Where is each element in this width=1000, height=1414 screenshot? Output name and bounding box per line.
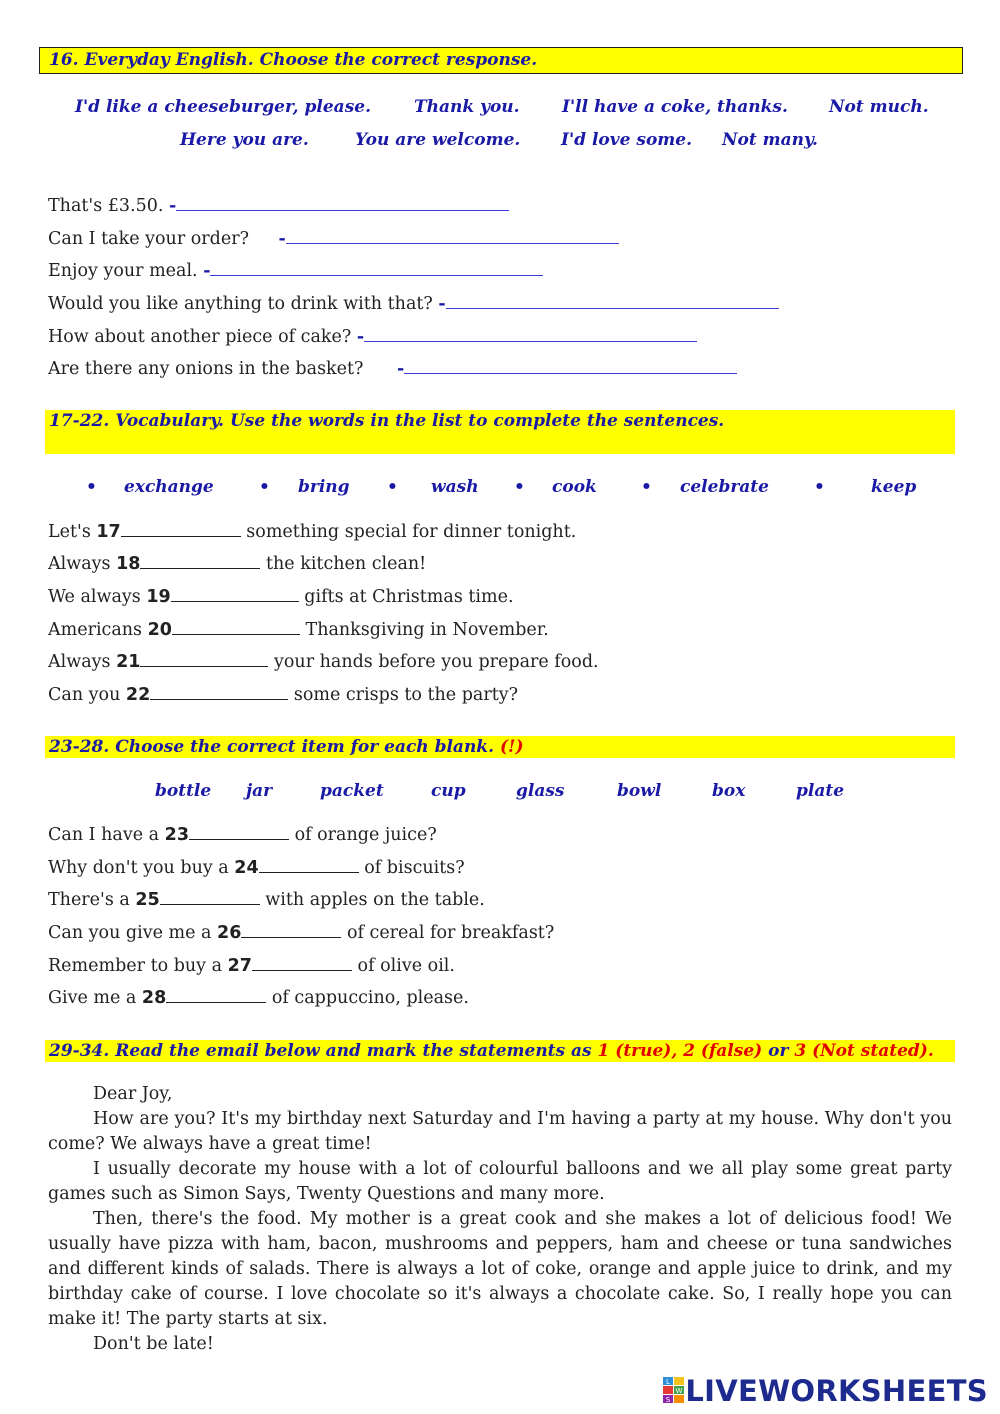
answer-blank[interactable] (241, 921, 341, 938)
sentence-text: Why don't you buy a (48, 858, 235, 878)
question-16-4 (48, 292, 779, 315)
sentence-28 (48, 986, 469, 1009)
sentence-text: gifts at Christmas time. (298, 587, 514, 607)
response-option: I'd like a cheeseburger, please. (75, 97, 371, 117)
bullet: • (86, 477, 97, 497)
sentence-26 (48, 921, 554, 944)
answer-dash: - (203, 261, 211, 281)
sentence-text: Let's (48, 522, 97, 542)
sentence-text: of cereal for breakfast? (341, 923, 555, 943)
logo-letter: S (666, 1396, 671, 1404)
section-23-28-heading (45, 736, 955, 758)
bullet: • (514, 477, 525, 497)
container-word: bottle (155, 781, 212, 801)
item-number: 26 (217, 923, 242, 943)
email-body (48, 1082, 952, 1357)
sentence-text: some crisps to the party? (288, 685, 519, 705)
answer-blank[interactable] (140, 650, 268, 667)
sentence-text: Always (48, 554, 117, 574)
heading-text: 29-34. Read the email below and mark the statements as (49, 1041, 598, 1061)
response-option: Not many. (722, 130, 818, 150)
question-text: How about another piece of cake? (48, 327, 352, 347)
sentence-text: something special for dinner tonight. (240, 522, 577, 542)
bullet: • (387, 477, 398, 497)
item-number: 18 (116, 554, 141, 574)
email-greeting: Dear Joy, (93, 1084, 173, 1104)
sentence-text: Thanksgiving in November. (299, 620, 549, 640)
question-16-6 (48, 357, 737, 380)
item-number: 28 (141, 988, 167, 1008)
vocabulary-word: celebrate (680, 477, 769, 497)
question-16-1 (48, 194, 509, 217)
question-16-2 (48, 227, 619, 250)
item-number: 21 (116, 652, 141, 672)
bullet: • (641, 477, 652, 497)
vocabulary-word: bring (298, 477, 350, 497)
response-option: Not much. (829, 97, 929, 117)
sentence-text: There's a (48, 890, 136, 910)
sentence-23 (48, 823, 437, 846)
sentence-text: with apples on the table. (259, 890, 485, 910)
response-option: You are welcome. (355, 130, 521, 150)
section-17-22-heading: 17-22. Vocabulary. Use the words in the list to complete the sentences. (45, 410, 955, 454)
sentence-text: your hands before you prepare food. (268, 652, 599, 672)
answer-field[interactable] (364, 325, 697, 342)
container-word: jar (246, 781, 273, 801)
response-option: Here you are. (180, 130, 309, 150)
item-number: 25 (135, 890, 160, 910)
sentence-20 (48, 618, 549, 641)
answer-dash: - (356, 327, 365, 347)
item-number: 23 (164, 825, 189, 845)
sentence-text: of olive oil. (351, 956, 455, 976)
answer-blank[interactable] (160, 888, 260, 905)
container-word: cup (431, 781, 466, 801)
question-text: That's £3.50. (48, 196, 164, 216)
question-16-5 (48, 325, 697, 348)
sentence-text: Give me a (48, 988, 142, 1008)
vocabulary-word: exchange (124, 477, 214, 497)
sentence-text: Can I have a (48, 825, 165, 845)
answer-dash: - (278, 229, 286, 249)
sentence-18 (48, 552, 426, 575)
vocabulary-word: wash (431, 477, 479, 497)
logo-letter: W (675, 1387, 683, 1395)
logo-letter: L (666, 1378, 671, 1386)
answer-blank[interactable] (150, 683, 288, 700)
vocabulary-word: cook (552, 477, 597, 497)
answer-blank[interactable] (171, 585, 299, 602)
sentence-22 (48, 683, 518, 706)
answer-field[interactable] (176, 194, 509, 211)
question-text: Would you like anything to drink with that? (48, 294, 433, 314)
answer-field[interactable] (446, 292, 779, 309)
question-text: Enjoy your meal. (48, 261, 198, 281)
answer-blank[interactable] (121, 520, 241, 537)
sentence-text: of cappuccino, please. (266, 988, 469, 1008)
sentence-text: We always (48, 587, 147, 607)
container-word: packet (320, 781, 384, 801)
logo-badge-icon (663, 1377, 685, 1405)
answer-field[interactable] (404, 357, 737, 374)
answer-dash: - (438, 294, 446, 314)
item-number: 17 (96, 522, 121, 542)
response-option: I'll have a coke, thanks. (562, 97, 788, 117)
heading-text: 23-28. Choose the correct item for each blank. (49, 737, 500, 757)
email-paragraph: How are you? It's my birthday next Saturday and I'm having a party at my house. Why don't you come? We always have a great time! (48, 1109, 952, 1154)
heading-option-not-stated: 3 (Not stated). (794, 1041, 934, 1061)
response-option: Thank you. (414, 97, 520, 117)
sentence-text: Can you (48, 685, 126, 705)
heading-mark: (!) (499, 737, 524, 757)
item-number: 27 (227, 956, 252, 976)
email-closing: Don't be late! (93, 1334, 214, 1354)
item-number: 20 (147, 620, 172, 640)
answer-field[interactable] (286, 227, 619, 244)
item-number: 19 (146, 587, 171, 607)
container-word: bowl (617, 781, 662, 801)
email-paragraph: Then, there's the food. My mother is a great cook and she makes a lot of delicious food! We usually have pizza with ham, bacon, mushrooms and peppers, ham and cheese or tuna sandwiches and different kinds of salads. There is always a lot of coke, orange and apple juice to drink, and my birthday cake of course. I love chocolate so it's always a chocolate cake. So, I really hope you can make it! The party starts at six. (48, 1209, 952, 1329)
answer-dash: - (169, 196, 177, 216)
container-word: glass (516, 781, 565, 801)
liveworksheets-logo (663, 1374, 988, 1408)
sentence-27 (48, 954, 455, 977)
sentence-text: Can you give me a (48, 923, 218, 943)
sentence-text: the kitchen clean! (260, 554, 427, 574)
question-text: Can I take your order? (48, 229, 249, 249)
sentence-19 (48, 585, 514, 608)
sentence-text: Always (48, 652, 117, 672)
question-text: Are there any onions in the basket? (48, 359, 364, 379)
sentence-text: Americans (48, 620, 148, 640)
heading-option-true-false: 1 (true), 2 (false) (597, 1041, 763, 1061)
vocabulary-word: keep (871, 477, 917, 497)
answer-blank[interactable] (259, 856, 359, 873)
item-number: 24 (234, 858, 259, 878)
section-29-34-heading (45, 1040, 955, 1062)
bullet: • (814, 477, 825, 497)
section-16-heading: 16. Everyday English. Choose the correct response. (39, 47, 963, 74)
email-paragraph: I usually decorate my house with a lot of colourful balloons and we all play some great party games such as Simon Says, Twenty Questions and many more. (48, 1159, 952, 1204)
container-word: plate (796, 781, 845, 801)
answer-dash: - (397, 359, 405, 379)
container-word: box (712, 781, 746, 801)
sentence-25 (48, 888, 485, 911)
sentence-17 (48, 520, 576, 543)
answer-blank[interactable] (172, 618, 300, 635)
bullet: • (259, 477, 270, 497)
sentence-21 (48, 650, 599, 673)
answer-blank[interactable] (252, 954, 352, 971)
answer-field[interactable] (210, 259, 543, 276)
answer-blank[interactable] (140, 552, 260, 569)
sentence-text: Remember to buy a (48, 956, 228, 976)
answer-blank[interactable] (166, 986, 266, 1003)
response-option: I'd love some. (561, 130, 693, 150)
answer-blank[interactable] (189, 823, 289, 840)
heading-text: or (762, 1041, 795, 1061)
sentence-text: of biscuits? (358, 858, 465, 878)
logo-text: LIVEWORKSHEETS (685, 1374, 988, 1408)
item-number: 22 (125, 685, 151, 705)
sentence-24 (48, 856, 465, 879)
sentence-text: of orange juice? (289, 825, 437, 845)
question-16-3 (48, 259, 543, 282)
